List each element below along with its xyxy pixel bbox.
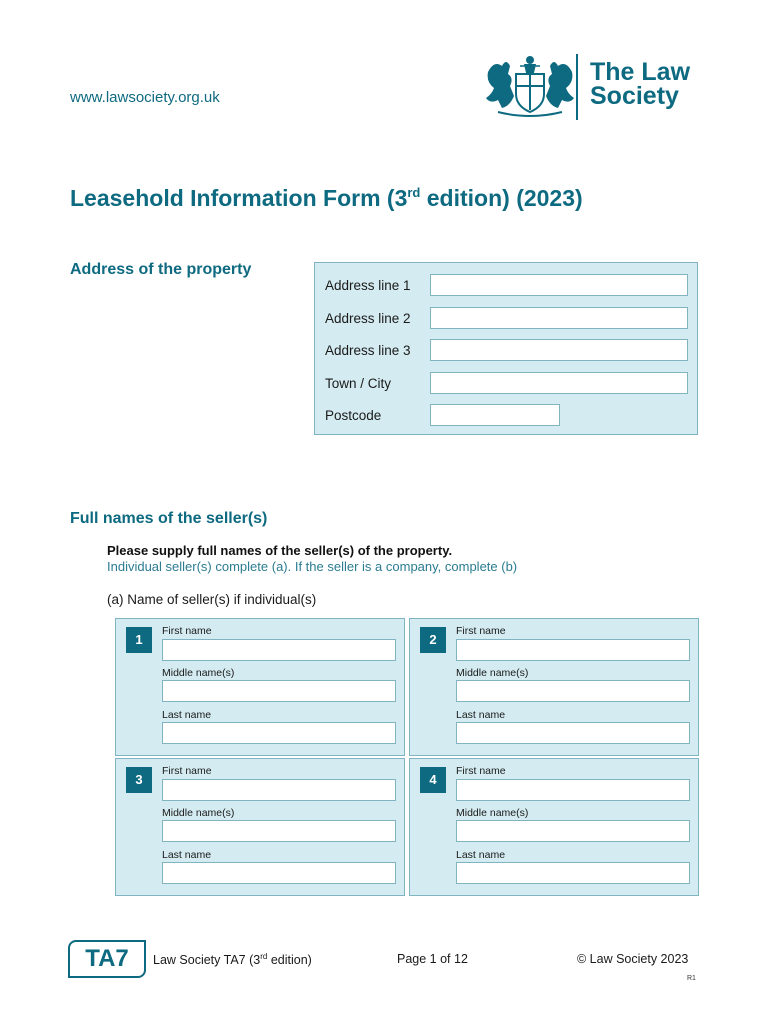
seller-panel-1 bbox=[115, 618, 405, 756]
seller-number-badge: 4 bbox=[420, 767, 446, 793]
middle-name-label: Middle name(s) bbox=[162, 667, 235, 679]
seller-1-first-name-input[interactable] bbox=[162, 639, 396, 661]
seller-3-last-name-input[interactable] bbox=[162, 862, 396, 884]
address-line-3-label: Address line 3 bbox=[325, 343, 411, 358]
seller-2-first-name-input[interactable] bbox=[456, 639, 690, 661]
footer-edition-sup: rd bbox=[260, 952, 268, 961]
seller-panel-4 bbox=[409, 758, 699, 896]
seller-1-middle-name-input[interactable] bbox=[162, 680, 396, 702]
seller-number-badge: 3 bbox=[126, 767, 152, 793]
seller-panel-2 bbox=[409, 618, 699, 756]
middle-name-label: Middle name(s) bbox=[456, 667, 529, 679]
seller-1-last-name-input[interactable] bbox=[162, 722, 396, 744]
first-name-label: First name bbox=[456, 765, 506, 777]
postcode-input[interactable] bbox=[430, 404, 560, 426]
seller-number-badge: 2 bbox=[420, 627, 446, 653]
sellers-instruction: Please supply full names of the seller(s) of the property. bbox=[107, 543, 453, 558]
logo-line-2: Society bbox=[590, 82, 679, 110]
sellers-heading: Full names of the seller(s) bbox=[70, 510, 268, 527]
address-heading: Address of the property bbox=[70, 261, 252, 278]
first-name-label: First name bbox=[162, 625, 212, 637]
last-name-label: Last name bbox=[162, 849, 212, 861]
seller-4-middle-name-input[interactable] bbox=[456, 820, 690, 842]
title-sup: rd bbox=[407, 185, 421, 200]
website-url[interactable]: www.lawsociety.org.uk bbox=[70, 89, 220, 106]
title-rest: edition) (2023) bbox=[420, 185, 583, 211]
address-line-2-label: Address line 2 bbox=[325, 311, 411, 326]
seller-3-first-name-input[interactable] bbox=[162, 779, 396, 801]
revision-code: R1 bbox=[687, 975, 696, 982]
sellers-subheading-a: (a) Name of seller(s) if individual(s) bbox=[107, 592, 317, 607]
address-line-2-input[interactable] bbox=[430, 307, 688, 329]
address-line-1-input[interactable] bbox=[430, 274, 688, 296]
address-line-3-input[interactable] bbox=[430, 339, 688, 361]
footer-edition bbox=[153, 952, 312, 967]
page-title bbox=[70, 185, 583, 212]
page-number: Page 1 of 12 bbox=[397, 952, 468, 966]
seller-4-first-name-input[interactable] bbox=[456, 779, 690, 801]
middle-name-label: Middle name(s) bbox=[162, 807, 235, 819]
last-name-label: Last name bbox=[456, 709, 506, 721]
copyright: © Law Society 2023 bbox=[577, 952, 689, 966]
title-main: Leasehold Information Form (3 bbox=[70, 185, 408, 211]
logo-divider bbox=[576, 54, 578, 120]
last-name-label: Last name bbox=[162, 709, 212, 721]
footer-edition-post: edition) bbox=[267, 953, 312, 967]
seller-panel-3 bbox=[115, 758, 405, 896]
postcode-label: Postcode bbox=[325, 408, 382, 423]
address-panel bbox=[314, 262, 698, 435]
last-name-label: Last name bbox=[456, 849, 506, 861]
address-line-1-label: Address line 1 bbox=[325, 278, 411, 293]
first-name-label: First name bbox=[456, 625, 506, 637]
form-code-badge: TA7 bbox=[68, 940, 146, 978]
sellers-instruction-note: Individual seller(s) complete (a). If the seller is a company, complete (b) bbox=[107, 559, 518, 574]
logo-wordmark bbox=[590, 60, 690, 108]
law-society-logo bbox=[480, 52, 700, 122]
middle-name-label: Middle name(s) bbox=[456, 807, 529, 819]
logo-line-1: The Law bbox=[590, 58, 691, 86]
seller-2-middle-name-input[interactable] bbox=[456, 680, 690, 702]
seller-2-last-name-input[interactable] bbox=[456, 722, 690, 744]
seller-number-badge: 1 bbox=[126, 627, 152, 653]
town-city-input[interactable] bbox=[430, 372, 688, 394]
seller-3-middle-name-input[interactable] bbox=[162, 820, 396, 842]
town-city-label: Town / City bbox=[325, 376, 392, 391]
crest-icon bbox=[480, 52, 580, 122]
seller-4-last-name-input[interactable] bbox=[456, 862, 690, 884]
footer-edition-pre: Law Society TA7 (3 bbox=[153, 953, 261, 967]
first-name-label: First name bbox=[162, 765, 212, 777]
